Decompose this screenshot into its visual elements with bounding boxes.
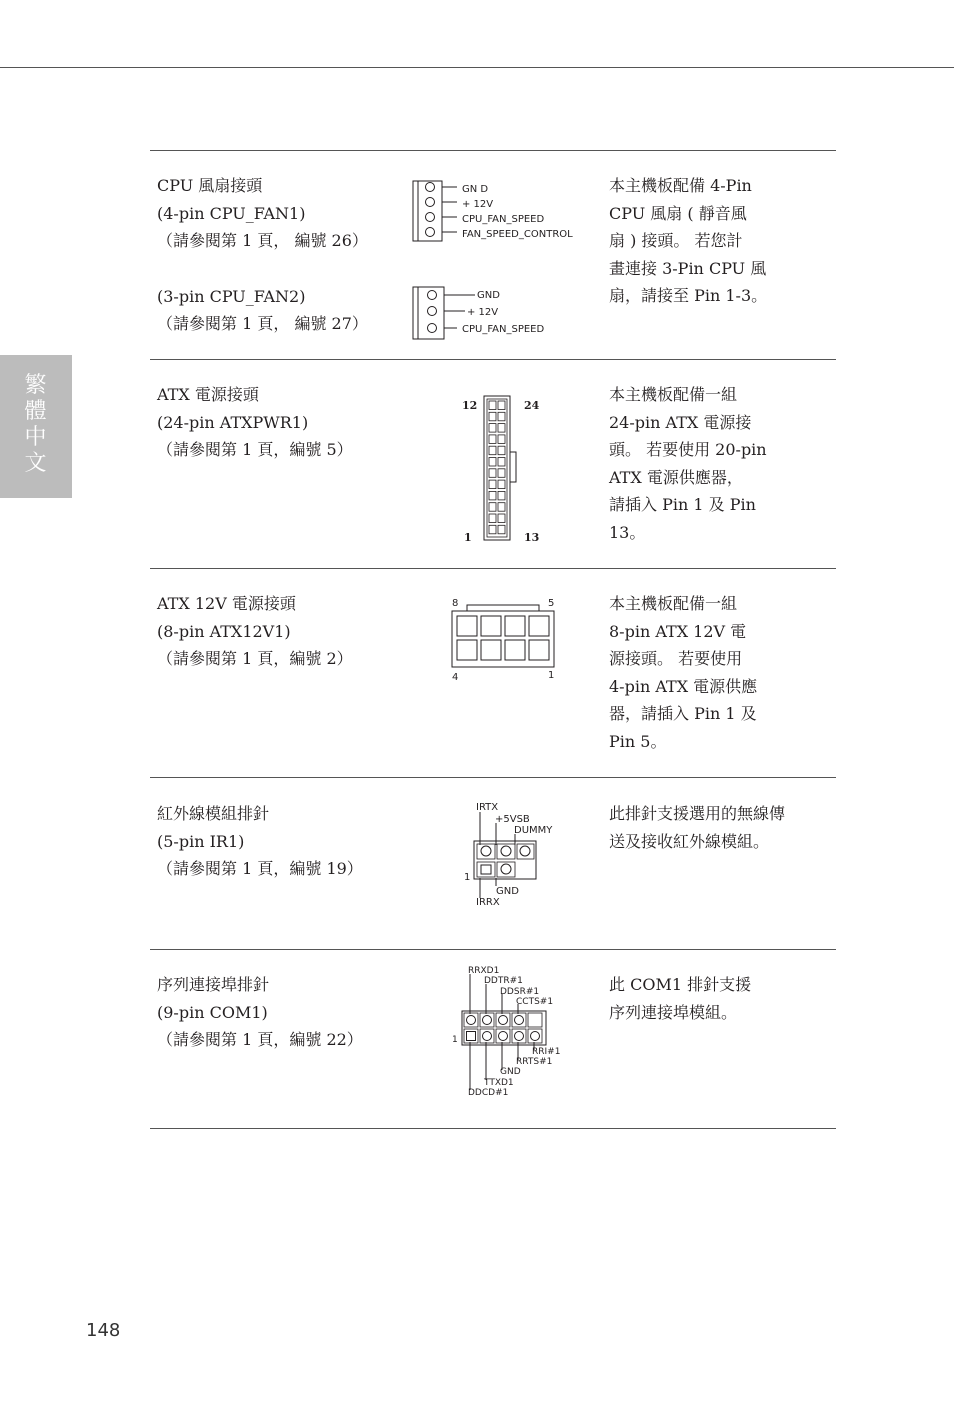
- pin-label: + 12V: [462, 199, 494, 210]
- connector-pin: [498, 469, 505, 478]
- pin-number: 8: [452, 598, 459, 609]
- pin-label: DUMMY: [514, 825, 553, 836]
- description-line: 本主機板配備 4-Pin: [609, 176, 752, 195]
- connector-pin: [529, 616, 549, 636]
- connector-pin: [489, 514, 496, 523]
- pin-grid: [489, 401, 505, 534]
- description-line: 頭。 若要使用 20-pin: [609, 440, 767, 459]
- connector-pin: [505, 616, 525, 636]
- atx-24pin-diagram: [455, 390, 555, 550]
- connector-pin: [505, 640, 525, 660]
- pin-grid: [464, 1013, 542, 1043]
- pin-number: 24: [524, 399, 540, 412]
- connector-pin: [489, 491, 496, 500]
- connector-pin: [467, 1032, 476, 1041]
- description-line: 器，請插入 Pin 1 及: [609, 704, 757, 723]
- section-title: ATX 電源接頭: [157, 385, 259, 404]
- connector-pin: [498, 424, 505, 433]
- pin-label: DDCD#1: [468, 1088, 509, 1098]
- description-line: 扇，請接至 Pin 1-3。: [609, 286, 768, 305]
- description-line: 13。: [609, 522, 646, 542]
- section-line: （請參閱第 1 頁， 編號 26）: [157, 231, 368, 250]
- top-rule: [0, 67, 954, 68]
- connector-pin: [489, 446, 496, 455]
- connector-pin-hole: [483, 1016, 492, 1025]
- section-line: （請參閱第 1 頁，編號 5）: [157, 440, 353, 459]
- connector-pin-hole: [483, 1032, 492, 1041]
- pin-grid: [457, 616, 549, 660]
- connector-pin: [498, 458, 505, 467]
- connector-pin: [489, 412, 496, 421]
- connector-pin: [498, 480, 505, 489]
- connector-pin: [489, 435, 496, 444]
- section-divider: [150, 359, 836, 360]
- connector-pin: [498, 514, 505, 523]
- atx-power-section-text: [157, 381, 353, 464]
- pin-number: 1: [464, 531, 472, 544]
- pin-label: +5VSB: [495, 814, 530, 825]
- section-line: (5-pin IR1): [157, 831, 245, 851]
- section-line: （請參閱第 1 頁， 編號 27）: [157, 314, 368, 333]
- description-line: 源接頭。 若要使用: [609, 649, 743, 668]
- section-line: （請參閱第 1 頁，編號 2）: [157, 649, 353, 668]
- section-divider: [150, 949, 836, 950]
- pin-label: TTXD1: [484, 1078, 514, 1088]
- section-divider: [150, 777, 836, 778]
- cpu-fan-section-text: [157, 172, 368, 338]
- section-line: (8-pin ATX12V1): [157, 621, 291, 641]
- description-line: 扇 ) 接頭。 若您計: [609, 231, 743, 250]
- cpu-fan2-3pin-diagram: [405, 282, 595, 342]
- pin-label: IRTX: [476, 802, 499, 813]
- description-line: Pin 5。: [609, 731, 667, 751]
- connector-pin: [498, 401, 505, 410]
- pin-label: + 12V: [467, 307, 499, 318]
- com-9pin-diagram: [448, 962, 578, 1102]
- connector-pin: [457, 616, 477, 636]
- atx-power-description: [609, 381, 767, 546]
- connector-pin-hole: [467, 1016, 476, 1025]
- connector-pin: [529, 640, 549, 660]
- section-line: (24-pin ATXPWR1): [157, 412, 309, 432]
- ir-header-section-text: [157, 800, 363, 883]
- pin-label: CCTS#1: [516, 997, 554, 1007]
- section-title: CPU 風扇接頭: [157, 176, 263, 195]
- connector-pin: [528, 1013, 542, 1027]
- connector-pin: [489, 424, 496, 433]
- section-line: (4-pin CPU_FAN1): [157, 203, 306, 223]
- connector-pin-hole: [515, 1016, 524, 1025]
- pin-label: CPU_FAN_SPEED: [462, 324, 545, 335]
- pin-number: 4: [452, 672, 459, 683]
- description-line: 本主機板配備一組: [609, 594, 738, 613]
- language-side-tab: [0, 355, 72, 498]
- connector-pin-hole: [499, 1032, 508, 1041]
- pin-number: 1: [452, 1035, 458, 1045]
- connector-pin: [489, 525, 496, 534]
- com-header-section-text: [157, 971, 363, 1054]
- pin-label: FAN_SPEED_CONTROL: [462, 229, 573, 240]
- pin-label: DDSR#1: [500, 987, 540, 997]
- section-line: （請參閱第 1 頁，編號 22）: [157, 1030, 363, 1049]
- pin-number: 1: [464, 872, 471, 883]
- connector-pin: [489, 401, 496, 410]
- description-line: CPU 風扇 ( 靜音風: [609, 203, 747, 223]
- pin-label: IRRX: [476, 897, 500, 908]
- section-line: (9-pin COM1): [157, 1002, 268, 1022]
- section-divider: [150, 1128, 836, 1129]
- section-title: ATX 12V 電源接頭: [157, 594, 296, 613]
- section-divider: [150, 568, 836, 569]
- atx12v-section-text: [157, 590, 353, 673]
- connector-pin-hole: [515, 1032, 524, 1041]
- atx12v-description: [609, 590, 757, 755]
- description-line: 24-pin ATX 電源接: [609, 412, 752, 432]
- connector-pin-hole: [531, 1032, 540, 1041]
- cpu-fan1-4pin-diagram: [405, 175, 595, 245]
- atx12v-8pin-diagram: [445, 592, 565, 684]
- pin-label: CPU_FAN_SPEED: [462, 214, 545, 225]
- pin-label: GND: [496, 886, 519, 897]
- connector-pin: [457, 640, 477, 660]
- page-number: 148: [86, 1320, 121, 1341]
- connector-pin: [498, 446, 505, 455]
- description-line: 本主機板配備一組: [609, 385, 738, 404]
- ir-header-description: [609, 800, 785, 855]
- connector-pin: [481, 616, 501, 636]
- pin-label: DDTR#1: [484, 976, 523, 986]
- connector-pin: [489, 503, 496, 512]
- connector-pin: [498, 412, 505, 421]
- description-line: 畫連接 3-Pin CPU 風: [609, 258, 767, 278]
- description-line: ATX 電源供應器，: [609, 467, 743, 487]
- connector-pin: [498, 525, 505, 534]
- ir-5pin-diagram: [460, 800, 580, 912]
- pin-label: RRTS#1: [516, 1057, 553, 1067]
- com-header-description: [609, 971, 751, 1026]
- section-title: 紅外線模組排針: [157, 804, 270, 823]
- pin-label: RRI#1: [532, 1047, 561, 1057]
- connector-pin: [489, 469, 496, 478]
- section-line: （請參閱第 1 頁，編號 19）: [157, 859, 363, 878]
- pin-number: 1: [548, 670, 555, 681]
- description-line: 此排針支援選用的無線傳: [609, 804, 786, 823]
- description-line: 4-pin ATX 電源供應: [609, 676, 758, 696]
- pin-label: GN D: [462, 184, 489, 195]
- pin-label: RRXD1: [468, 966, 500, 976]
- section-divider: [150, 150, 836, 151]
- connector-pin-hole: [499, 1016, 508, 1025]
- description-line: 請插入 Pin 1 及 Pin: [609, 495, 756, 514]
- connector-pin: [498, 503, 505, 512]
- connector-pin: [489, 458, 496, 467]
- description-line: 此 COM1 排針支援: [609, 975, 752, 994]
- section-title: 序列連接埠排針: [157, 975, 270, 994]
- description-line: 序列連接埠模組。: [609, 1002, 738, 1022]
- pin-number: 13: [524, 531, 540, 544]
- section-line-spacer: [157, 255, 368, 283]
- pin-number: 5: [548, 598, 555, 609]
- connector-pin: [498, 435, 505, 444]
- description-line: 送及接收紅外線模組。: [609, 831, 770, 851]
- description-line: 8-pin ATX 12V 電: [609, 621, 747, 641]
- pin-label: GND: [477, 290, 500, 301]
- cpu-fan-description: [609, 172, 767, 310]
- connector-pin: [498, 491, 505, 500]
- section-line: (3-pin CPU_FAN2): [157, 286, 306, 306]
- connector-pin: [489, 480, 496, 489]
- pin-number: 12: [462, 399, 478, 412]
- side-tab-label: 繁體中文: [24, 373, 48, 476]
- pin-label: GND: [500, 1067, 521, 1077]
- connector-pin: [481, 640, 501, 660]
